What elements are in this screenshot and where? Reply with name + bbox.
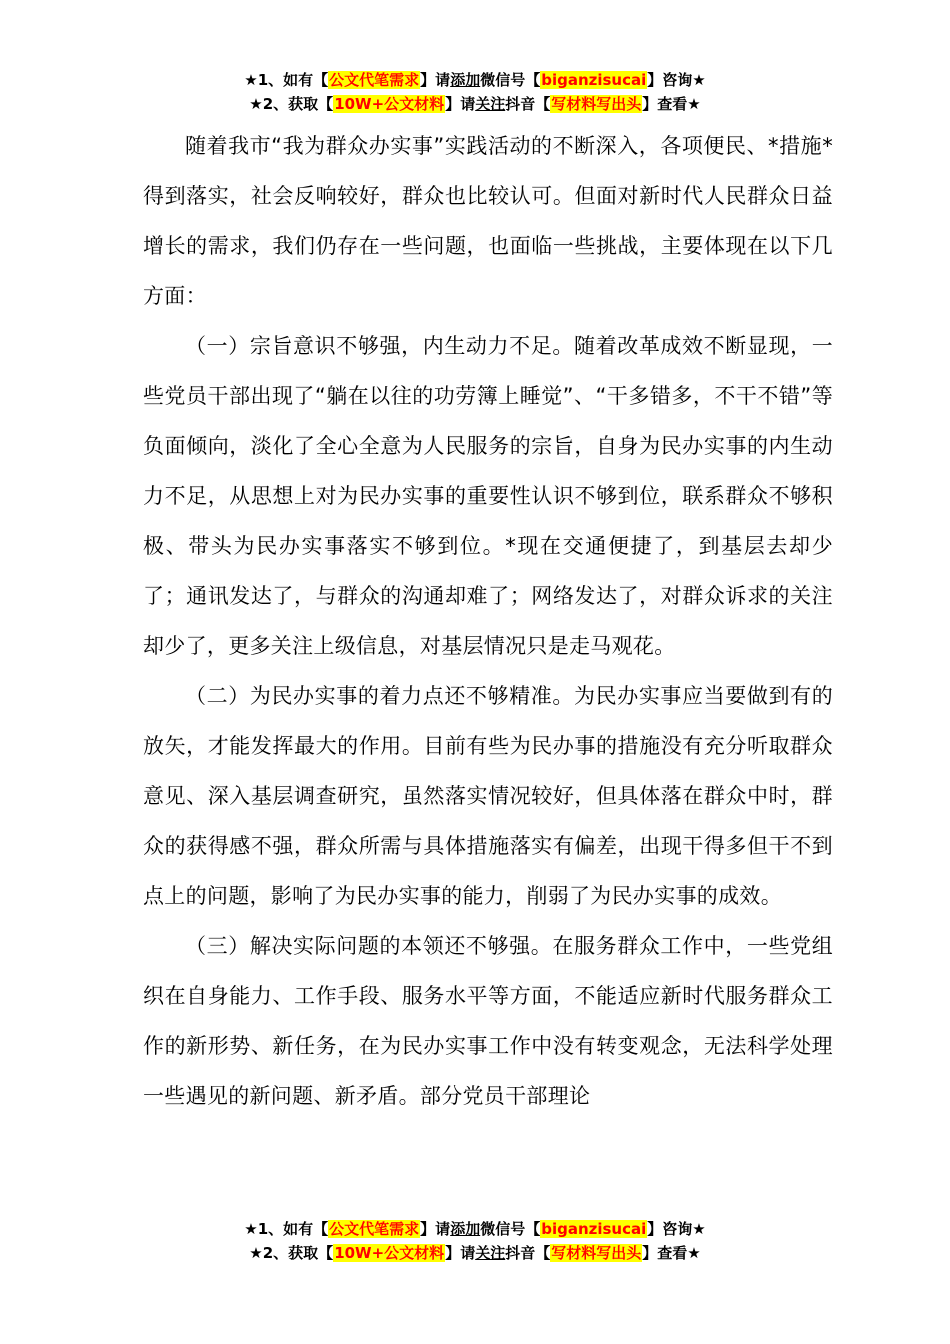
promo-highlight: 10W+公文材料 [334,1244,445,1262]
promo-highlight-wechat-id: biganzisucai [541,1220,647,1238]
section-3-paragraph: （三）解决实际问题的本领还不够强。在服务群众工作中，一些党组织在自身能力、工作手段、服务水平等方面，不能适应新时代服务群众工作的新形势、新任务，在为民办实事工作中没有转变观念，无法科学处理一些遇见的新问题、新矛盾。部分党员干部理论 [143,934,833,1108]
promo-text: 】请 [445,1244,476,1262]
promo-line-1 [0,1217,950,1241]
promo-highlight-douyin-id: 写材料写出头 [551,1244,642,1262]
promo-text: 微信号【 [480,1220,541,1238]
promo-text: 微信号【 [480,71,541,89]
promo-underlined: 关注 [475,95,506,113]
header-promo-banner [0,68,950,116]
promo-underlined: 关注 [475,1244,506,1262]
promo-text: ★2、获取【 [249,95,334,113]
promo-highlight: 10W+公文材料 [334,95,445,113]
section-1-paragraph: （一）宗旨意识不够强，内生动力不足。随着改革成效不断显现，一些党员干部出现了“躺在以往的功劳簿上睡觉”、“干多错多，不干不错”等负面倾向，淡化了全心全意为人民服务的宗旨，自身为民办实事的内生动力不足，从思想上对为民办实事的重要性认识不够到位，联系群众不够积极、带头为民办实事落实不够到位。*现在交通便捷了，到基层去却少了；通讯发达了，与群众的沟通却难了；网络发达了，对群众诉求的关注却少了，更多关注上级信息，对基层情况只是走马观花。 [143,334,833,658]
promo-text: 】咨询★ [647,71,706,89]
promo-text: ★1、如有【 [244,1220,329,1238]
promo-text: ★1、如有【 [244,71,329,89]
footer-promo-banner [0,1217,950,1265]
promo-text: 】咨询★ [647,1220,706,1238]
document-body [143,121,833,1121]
intro-paragraph: 随着我市“我为群众办实事”实践活动的不断深入，各项便民、*措施*得到落实，社会反响较好，群众也比较认可。但面对新时代人民群众日益增长的需求，我们仍存在一些问题，也面临一些挑战，主要体现在以下几方面： [143,134,833,308]
promo-underlined: 添加 [450,1220,481,1238]
promo-highlight: 公文代笔需求 [329,71,420,89]
promo-text: 抖音【 [505,95,551,113]
promo-text: 】请 [420,1220,451,1238]
promo-underlined: 添加 [450,71,481,89]
section-2-paragraph: （二）为民办实事的着力点还不够精准。为民办实事应当要做到有的放矢，才能发挥最大的作用。目前有些为民办事的措施没有充分听取群众意见、深入基层调查研究，虽然落实情况较好，但具体落在群众中时，群众的获得感不强，群众所需与具体措施落实有偏差，出现干得多但干不到点上的问题，影响了为民办实事的能力，削弱了为民办实事的成效。 [143,684,833,908]
promo-line-2 [0,1241,950,1265]
promo-line-1 [0,68,950,92]
promo-highlight-douyin-id: 写材料写出头 [551,95,642,113]
promo-text: 】请 [420,71,451,89]
promo-text: 抖音【 [505,1244,551,1262]
promo-line-2 [0,92,950,116]
promo-text: ★2、获取【 [249,1244,334,1262]
promo-text: 】查看★ [642,95,701,113]
promo-text: 】请 [445,95,476,113]
promo-highlight: 公文代笔需求 [329,1220,420,1238]
promo-text: 】查看★ [642,1244,701,1262]
promo-highlight-wechat-id: biganzisucai [541,71,647,89]
